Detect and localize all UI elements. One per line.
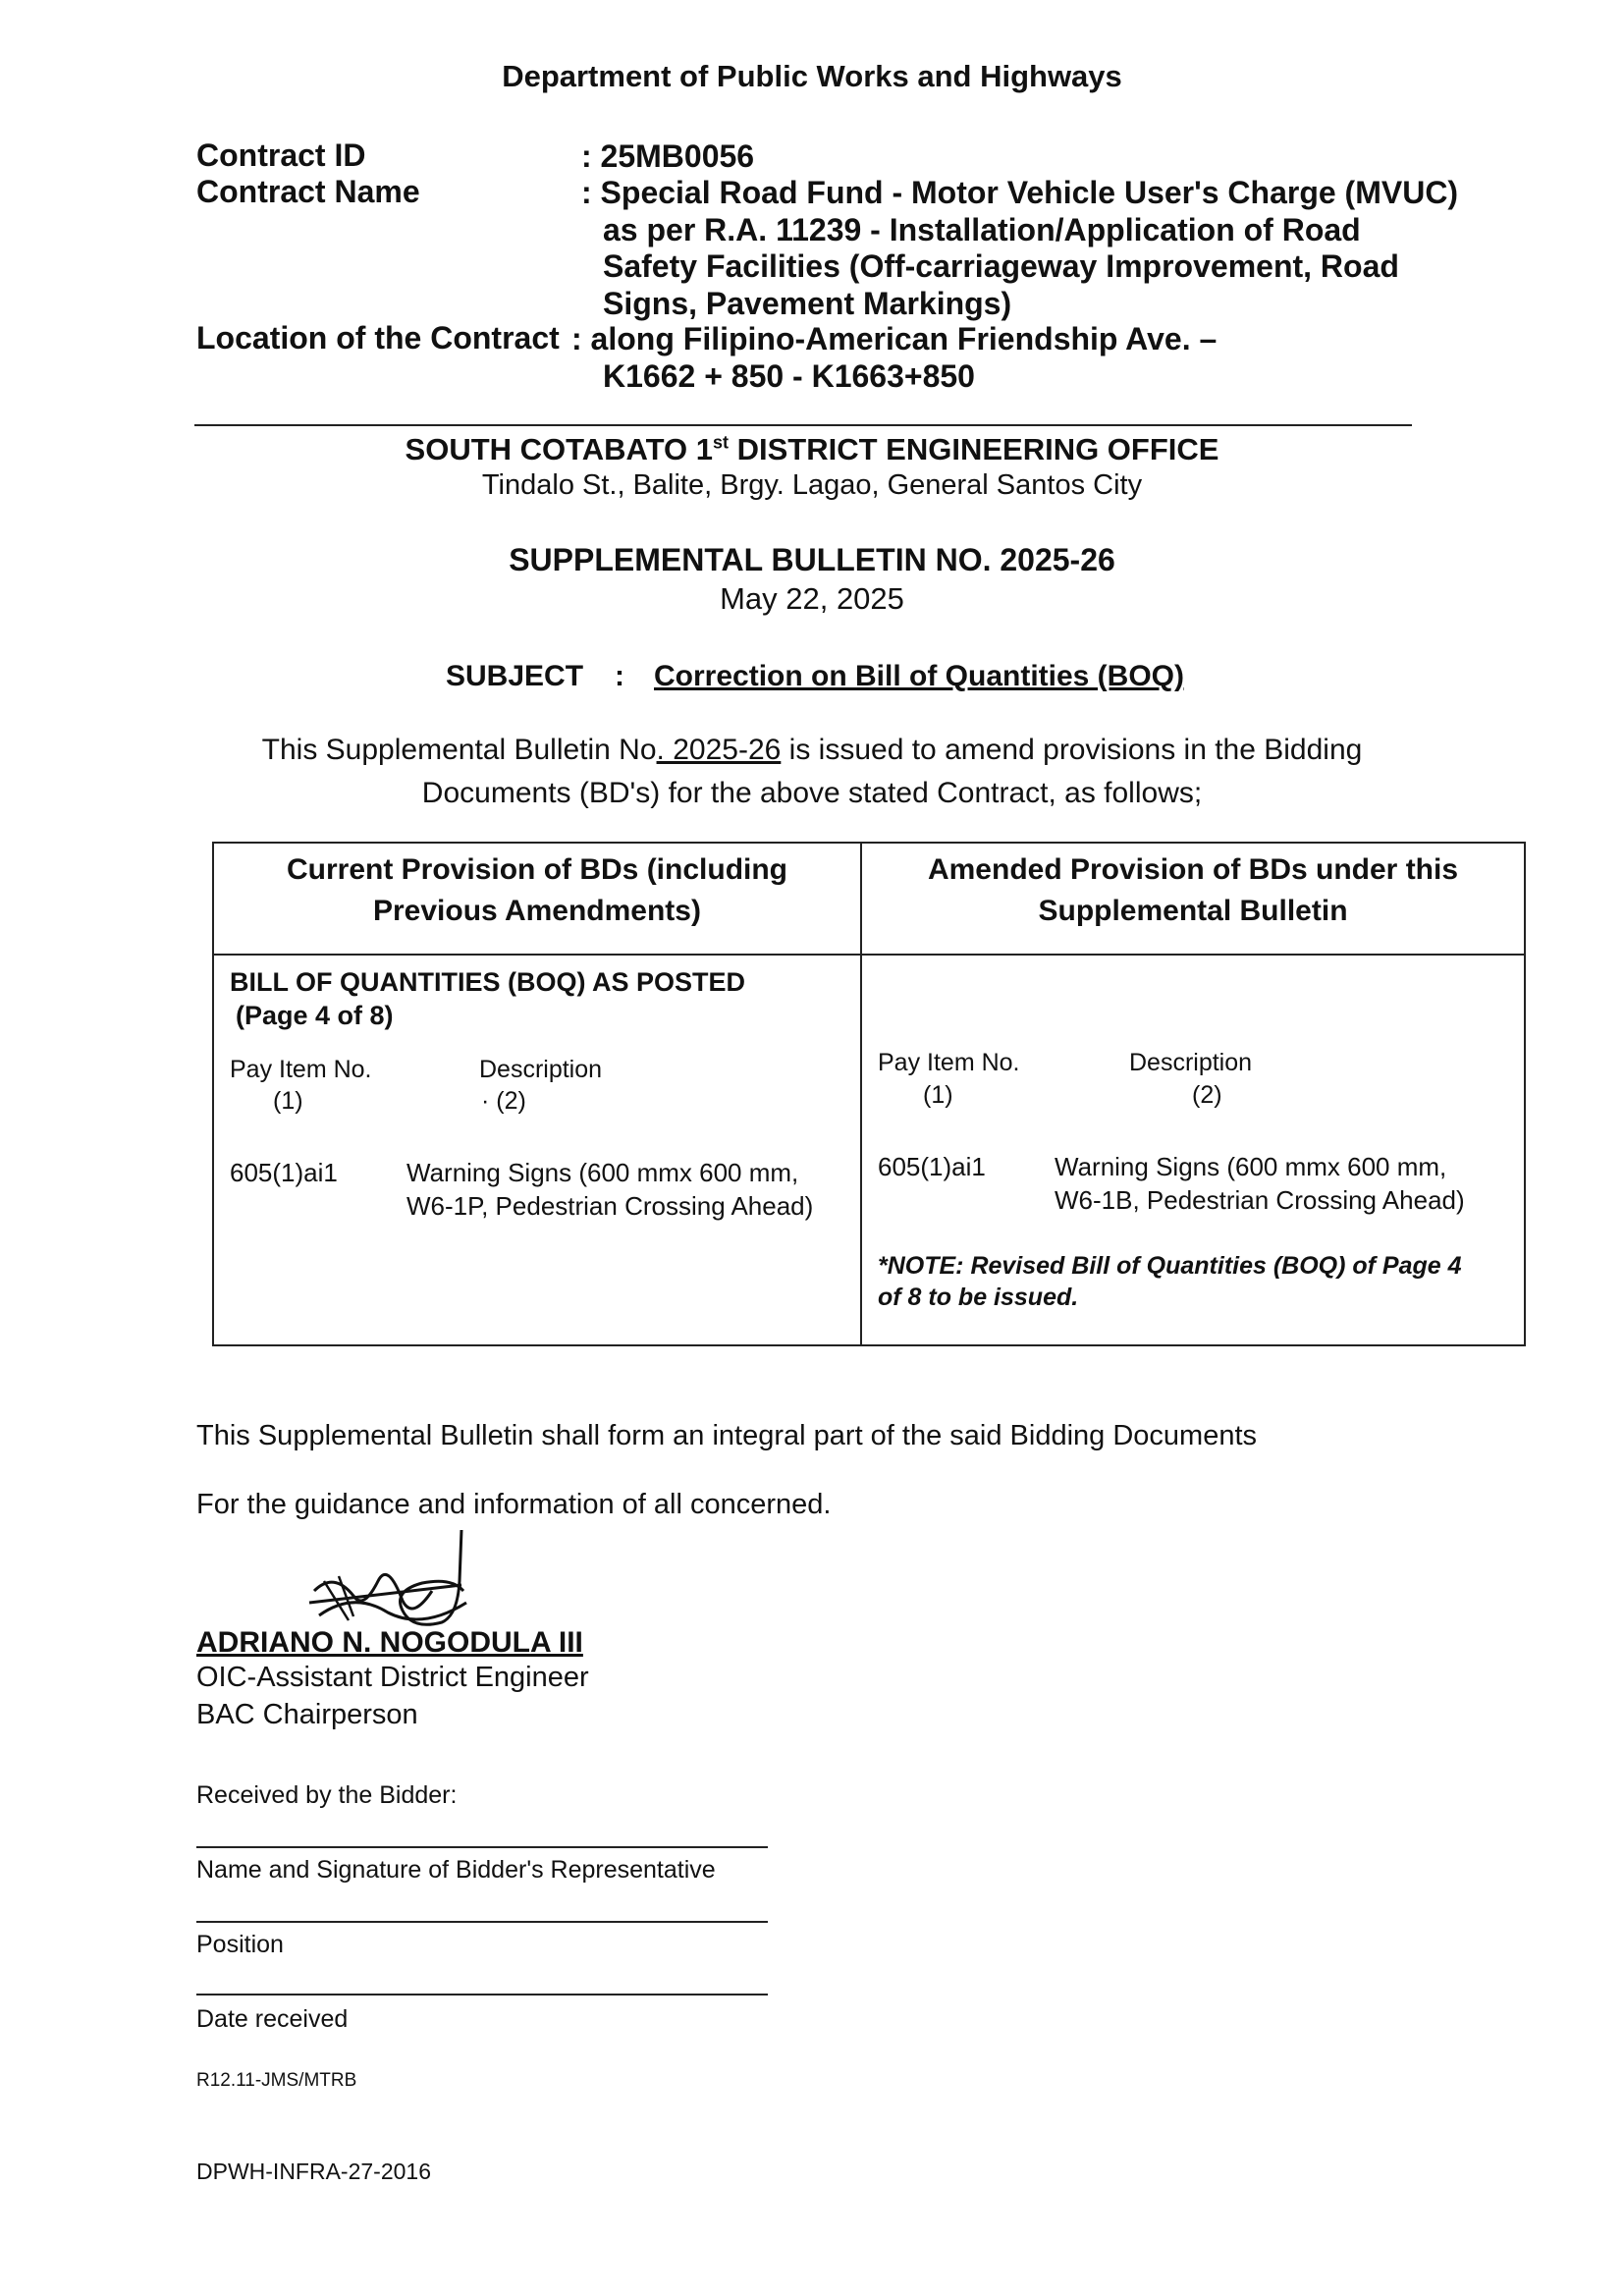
boq-posted-page: (Page 4 of 8) — [236, 1001, 394, 1030]
signature-image — [295, 1522, 511, 1640]
header-divider — [194, 424, 1412, 426]
current-provision-header: Current Provision of BDs (including Previous Amendments) — [213, 843, 861, 955]
description-header: Description — [1129, 1049, 1253, 1076]
contract-name-line-4: Signs, Pavement Markings) — [603, 286, 1012, 321]
pay-item-sub: (1) — [273, 1087, 303, 1115]
revision-note-line-1: *NOTE: Revised Bill of Quantities (BOQ) of Page 4 — [878, 1252, 1462, 1280]
contract-id-label: Contract ID — [196, 137, 366, 173]
form-code: DPWH-INFRA-27-2016 — [196, 2159, 431, 2184]
boq-posted-title: BILL OF QUANTITIES (BOQ) AS POSTED — [230, 967, 746, 997]
integral-statement: This Supplemental Bulletin shall form an integral part of the said Bidding Documents — [196, 1420, 1258, 1451]
office-address: Tindalo St., Balite, Brgy. Lagao, General Santos City — [481, 469, 1143, 501]
signatory-role: BAC Chairperson — [196, 1699, 418, 1730]
position-label: Position — [196, 1931, 284, 1958]
amended-provision-header: Amended Provision of BDs under this Supplemental Bulletin — [861, 843, 1525, 955]
bulletin-title: SUPPLEMENTAL BULLETIN NO. 2025-26 — [509, 542, 1115, 577]
item-description-line-1: Warning Signs (600 mmx 600 mm, — [1055, 1152, 1447, 1181]
representative-signature-line — [196, 1846, 768, 1848]
signatory-name: ADRIANO N. NOGODULA III — [196, 1626, 583, 1659]
item-number: 605(1)ai1 — [878, 1152, 986, 1181]
reference-code: R12.11-JMS/MTRB — [196, 2070, 357, 2091]
description-sub: · (2) — [481, 1087, 526, 1115]
contract-name-line-1: : Special Road Fund - Motor Vehicle User's Charge (MVUC) — [581, 175, 1459, 210]
contract-id-value: : 25MB0056 — [581, 138, 755, 174]
provisions-table — [212, 842, 1526, 1346]
item-number: 605(1)ai1 — [230, 1158, 338, 1187]
pay-item-header: Pay Item No. — [878, 1049, 1020, 1076]
location-line-1: : along Filipino-American Friendship Ave. – — [571, 321, 1218, 356]
pay-item-header: Pay Item No. — [230, 1056, 372, 1083]
description-sub: (2) — [1192, 1081, 1222, 1109]
intro-line-1: This Supplemental Bulletin No. 2025-26 is issued to amend provisions in the Bidding — [261, 734, 1363, 766]
revision-note-line-2: of 8 to be issued. — [878, 1284, 1079, 1311]
signatory-title: OIC-Assistant District Engineer — [196, 1662, 589, 1693]
representative-signature-label: Name and Signature of Bidder's Representative — [196, 1856, 716, 1884]
date-received-line — [196, 1994, 768, 1995]
position-line — [196, 1921, 768, 1923]
description-header: Description — [479, 1056, 603, 1083]
contract-name-line-2: as per R.A. 11239 - Installation/Application of Road — [603, 212, 1361, 247]
item-description-line-2: W6-1B, Pedestrian Crossing Ahead) — [1055, 1185, 1465, 1215]
contract-name-line-3: Safety Facilities (Off-carriageway Improvement, Road — [603, 248, 1399, 284]
subject-label: SUBJECT — [446, 660, 584, 692]
office-name: SOUTH COTABATO 1st DISTRICT ENGINEERING OFFICE — [405, 432, 1219, 466]
item-description-line-1: Warning Signs (600 mmx 600 mm, — [406, 1158, 799, 1187]
department-title: Department of Public Works and Highways — [502, 59, 1122, 93]
item-description-line-2: W6-1P, Pedestrian Crossing Ahead) — [406, 1191, 814, 1221]
received-by-label: Received by the Bidder: — [196, 1781, 458, 1809]
subject-colon: : — [615, 660, 624, 692]
bulletin-date: May 22, 2025 — [720, 581, 904, 616]
guidance-statement: For the guidance and information of all concerned. — [196, 1489, 832, 1520]
pay-item-sub: (1) — [923, 1081, 953, 1109]
location-line-2: K1662 + 850 - K1663+850 — [603, 358, 975, 394]
contract-name-label: Contract Name — [196, 174, 420, 209]
date-received-label: Date received — [196, 2005, 349, 2033]
intro-line-2: Documents (BD's) for the above stated Contract, as follows; — [421, 777, 1203, 809]
current-provision-cell — [213, 955, 861, 1345]
amended-provision-cell — [861, 955, 1525, 1345]
subject-value: Correction on Bill of Quantities (BOQ) — [654, 660, 1184, 692]
location-label: Location of the Contract — [196, 320, 560, 355]
